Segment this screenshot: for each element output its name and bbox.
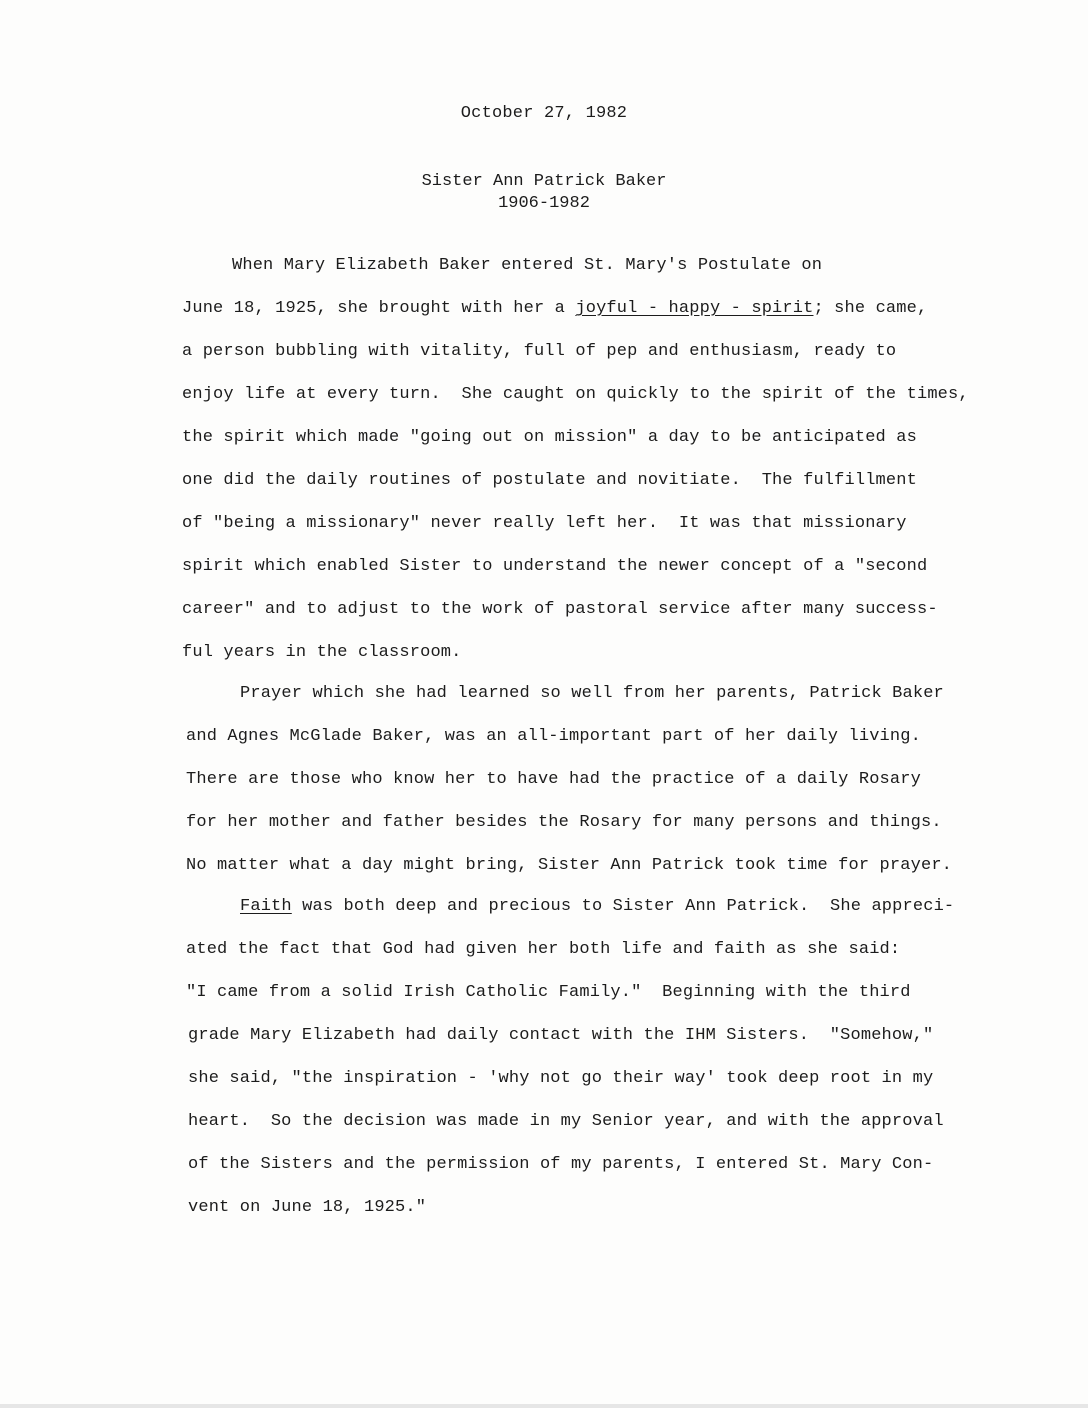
- text-line: [232, 256, 822, 275]
- text-segment: ; she came,: [813, 299, 928, 318]
- text-line: [182, 385, 969, 404]
- text-segment: one did the daily routines of postulate and novitiate. The fulfillment: [182, 471, 917, 490]
- text-line: [182, 557, 927, 576]
- text-line: [182, 299, 927, 318]
- text-line: [186, 727, 921, 746]
- text-line: [188, 1026, 933, 1045]
- text-segment: of "being a missionary" never really left her. It was that missionary: [182, 514, 907, 533]
- text-segment: and Agnes McGlade Baker, was an all-important part of her daily living.: [186, 727, 921, 746]
- text-segment: she said, "the inspiration - 'why not go their way' took deep root in my: [188, 1069, 934, 1088]
- text-segment: enjoy life at every turn. She caught on quickly to the spirit of the times,: [182, 385, 969, 404]
- page-bottom-edge: [0, 1404, 1088, 1408]
- text-segment: No matter what a day might bring, Sister Ann Patrick took time for prayer.: [186, 856, 953, 875]
- text-line: [186, 770, 921, 789]
- text-line: [182, 428, 917, 447]
- text-line: [188, 1069, 933, 1088]
- text-segment: heart. So the decision was made in my Senior year, and with the approval: [188, 1112, 944, 1131]
- text-segment: ated the fact that God had given her both life and faith as she said:: [186, 940, 901, 959]
- text-segment: spirit which enabled Sister to understand the newer concept of a "second: [182, 557, 928, 576]
- text-line: [182, 342, 896, 361]
- text-segment: There are those who know her to have had the practice of a daily Rosary: [186, 770, 921, 789]
- text-line: [186, 856, 952, 875]
- document-date: October 27, 1982: [460, 104, 628, 123]
- text-line: [182, 643, 462, 662]
- text-segment: was both deep and precious to Sister Ann Patrick. She appreci-: [291, 897, 955, 916]
- text-segment: of the Sisters and the permission of my parents, I entered St. Mary Con-: [188, 1155, 934, 1174]
- text-segment: the spirit which made "going out on mission" a day to be anticipated as: [182, 428, 917, 447]
- text-segment: When Mary Elizabeth Baker entered St. Mary's Postulate on: [232, 256, 823, 275]
- text-segment: career" and to adjust to the work of pastoral service after many success-: [182, 600, 938, 619]
- text-line: [188, 1198, 426, 1217]
- text-line: [182, 600, 938, 619]
- text-segment: "I came from a solid Irish Catholic Family." Beginning with the third: [186, 983, 911, 1002]
- text-line: [240, 684, 944, 703]
- text-line: [186, 983, 911, 1002]
- text-line: [182, 471, 917, 490]
- text-segment: ful years in the classroom.: [182, 643, 462, 662]
- text-segment: June 18, 1925, she brought with her a: [182, 299, 576, 318]
- text-segment: for her mother and father besides the Rosary for many persons and things.: [186, 813, 942, 832]
- underlined-text: Faith: [240, 897, 292, 916]
- text-line: [186, 813, 942, 832]
- underlined-text: joyful - happy - spirit: [575, 299, 814, 318]
- text-segment: Prayer which she had learned so well from her parents, Patrick Baker: [240, 684, 944, 703]
- text-segment: a person bubbling with vitality, full of pep and enthusiasm, ready to: [182, 342, 897, 361]
- text-line: [188, 1112, 944, 1131]
- text-line: [186, 940, 900, 959]
- subject-years: 1906-1982: [498, 194, 590, 213]
- text-line: [240, 897, 954, 916]
- subject-name: Sister Ann Patrick Baker: [421, 172, 667, 191]
- text-segment: vent on June 18, 1925.": [188, 1198, 427, 1217]
- text-line: [182, 514, 907, 533]
- document-title: [0, 171, 1088, 215]
- text-segment: grade Mary Elizabeth had daily contact with the IHM Sisters. "Somehow,": [188, 1026, 934, 1045]
- text-line: [188, 1155, 933, 1174]
